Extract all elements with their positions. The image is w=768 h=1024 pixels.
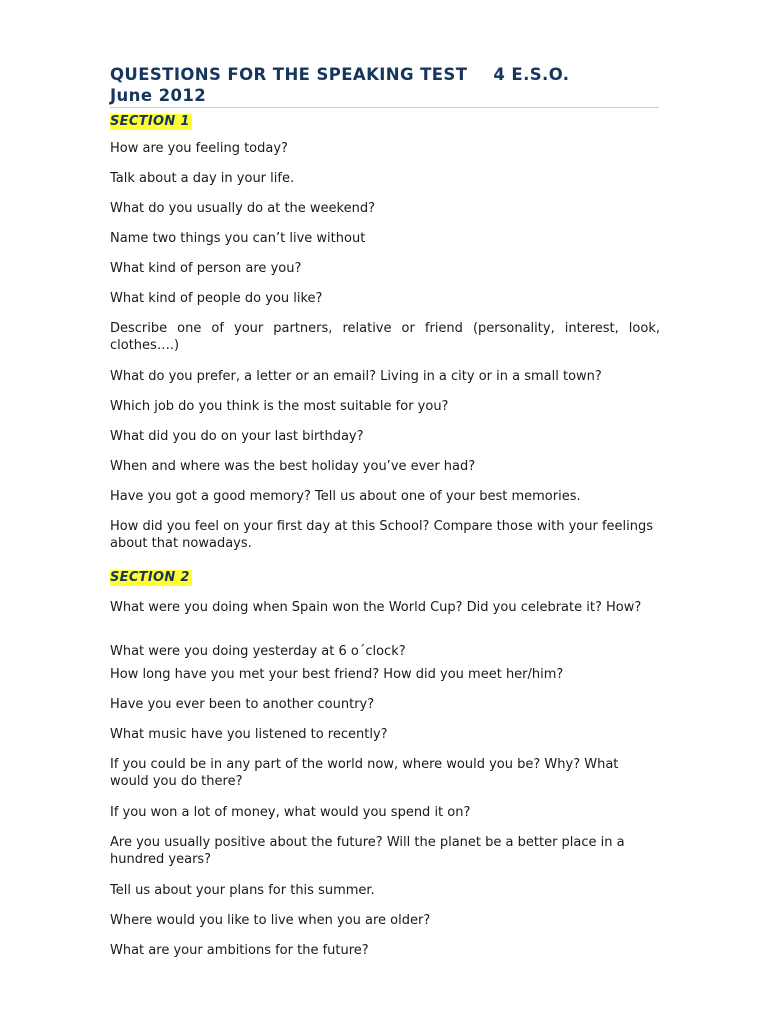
section-1-heading: [110, 110, 192, 130]
question-2-6: If you could be in any part of the world now, where would you be? Why? What would you do there?: [110, 757, 619, 789]
question-1-2: Talk about a day in your life.: [110, 171, 295, 186]
title-text: QUESTIONS FOR THE SPEAKING TEST: [110, 65, 468, 84]
question-2-2: What were you doing yesterday at 6 o´clock?: [110, 644, 406, 659]
section-label: SECTION 2: [110, 570, 190, 585]
question-1-9: Which job do you think is the most suitable for you?: [110, 399, 449, 414]
document-title: [110, 64, 660, 106]
section-label: SECTION 1: [110, 114, 190, 129]
title-date: June 2012: [110, 86, 207, 105]
question-1-4: Name two things you can’t live without: [110, 231, 366, 246]
question-1-13: How did you feel on your first day at this School? Compare those with your feelings about that nowadays.: [110, 519, 654, 551]
question-2-3: How long have you met your best friend? How did you meet her/him?: [110, 667, 564, 682]
question-2-5: What music have you listened to recently?: [110, 727, 388, 742]
question-2-4: Have you ever been to another country?: [110, 697, 375, 712]
question-1-3: What do you usually do at the weekend?: [110, 201, 375, 216]
question-2-10: Where would you like to live when you are older?: [110, 913, 431, 928]
document-page: [110, 64, 660, 958]
question-1-12: Have you got a good memory? Tell us about one of your best memories.: [110, 489, 581, 504]
question-1-11: When and where was the best holiday you’ve ever had?: [110, 459, 476, 474]
question-1-8: What do you prefer, a letter or an email? Living in a city or in a small town?: [110, 369, 602, 384]
question-2-7: If you won a lot of money, what would you spend it on?: [110, 805, 471, 820]
course-level: 4 E.S.O.: [493, 65, 570, 84]
question-1-1: How are you feeling today?: [110, 141, 288, 156]
section-2-heading: [110, 566, 192, 586]
title-underline: [110, 107, 659, 108]
question-1-5: What kind of person are you?: [110, 261, 302, 276]
question-2-11: What are your ambitions for the future?: [110, 943, 369, 958]
question-2-9: Tell us about your plans for this summer.: [110, 883, 375, 898]
question-2-8: Are you usually positive about the future? Will the planet be a better place in a hundred years?: [110, 835, 625, 867]
question-1-6: What kind of people do you like?: [110, 291, 323, 306]
question-1-7: Describe one of your partners, relative or friend (personality, interest, look, clothes….): [110, 321, 660, 353]
question-2-1: What were you doing when Spain won the World Cup? Did you celebrate it? How?: [110, 600, 642, 615]
question-1-10: What did you do on your last birthday?: [110, 429, 364, 444]
